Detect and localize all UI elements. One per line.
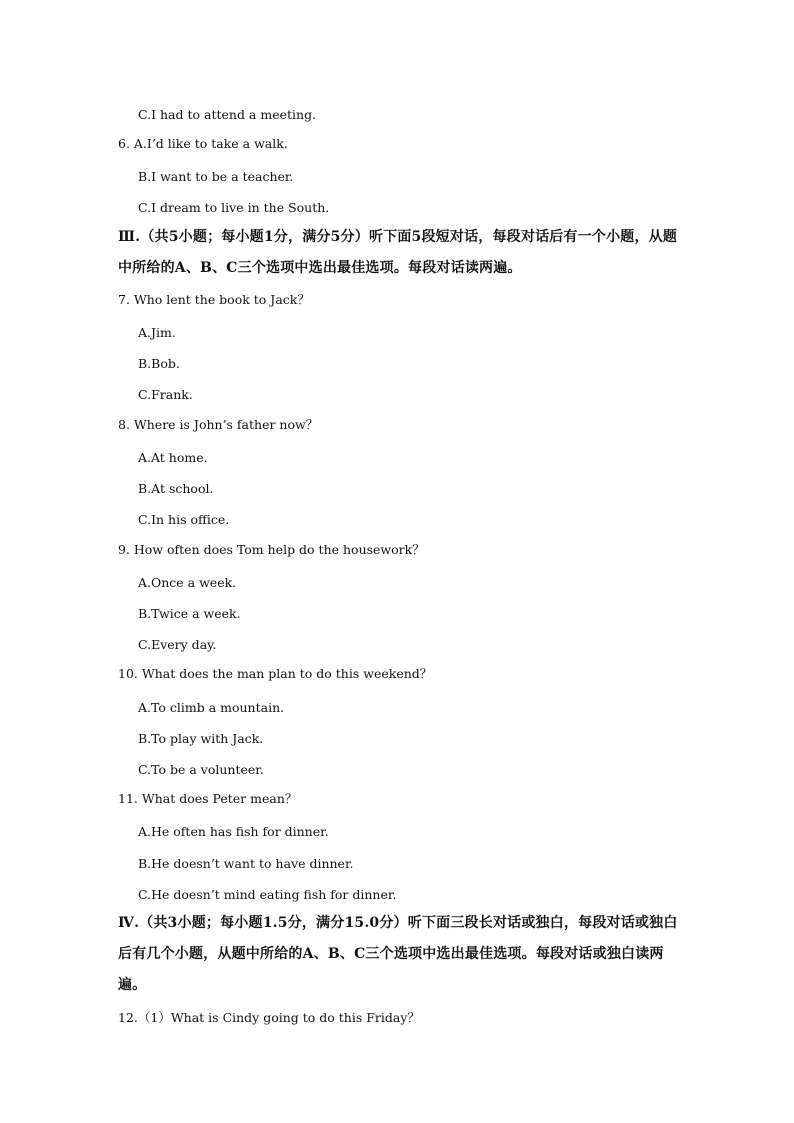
question-line: 6. A.I’d like to take a walk. <box>118 136 288 151</box>
option-line: A.Once a week. <box>138 575 237 590</box>
question-line: 12.（1）What is Cindy going to do this Friday？ <box>118 1010 420 1025</box>
option-line: B.At school. <box>138 481 214 496</box>
option-line: A.He often has fish for dinner. <box>138 824 329 839</box>
question-line: 11. What does Peter mean？ <box>118 791 298 806</box>
option-line: B.To play with Jack. <box>138 731 264 746</box>
section-heading: Ⅳ.（共3小题；每小题1.5分，满分15.0分）听下面三段长对话或独白，每段对话或独白后有几个小题，从题中所给的A、B、C三个选项中选出最佳选项。每段对话或独白读两遍。 <box>118 915 678 993</box>
question-line: 7. Who lent the book to Jack？ <box>118 292 310 307</box>
option-line: B.I want to be a teacher. <box>138 169 294 184</box>
option-line: C.Frank. <box>138 387 193 402</box>
section-heading: Ⅲ.（共5小题；每小题1分，满分5分）听下面5段短对话，每段对话后有一个小题，从题中所给的A、B、C三个选项中选出最佳选项。每段对话读两遍。 <box>118 229 678 276</box>
option-line: A.To climb a mountain. <box>138 700 285 715</box>
option-line: B.He doesn’t want to have dinner. <box>138 856 354 871</box>
option-line: C.I dream to live in the South. <box>138 200 330 215</box>
question-line: 8. Where is John’s father now？ <box>118 417 319 432</box>
option-line: C.He doesn’t mind eating fish for dinner. <box>138 887 397 902</box>
option-line: C.Every day. <box>138 637 217 652</box>
option-line: C.I had to attend a meeting. <box>138 107 317 122</box>
question-line: 10. What does the man plan to do this weekend？ <box>118 666 433 681</box>
option-line: C.To be a volunteer. <box>138 762 264 777</box>
option-line: B.Bob. <box>138 356 180 371</box>
option-line: A.Jim. <box>138 325 176 340</box>
option-line: C.In his office. <box>138 512 230 527</box>
option-line: A.At home. <box>138 450 208 465</box>
option-line: B.Twice a week. <box>138 606 241 621</box>
question-line: 9. How often does Tom help do the housework？ <box>118 542 425 557</box>
